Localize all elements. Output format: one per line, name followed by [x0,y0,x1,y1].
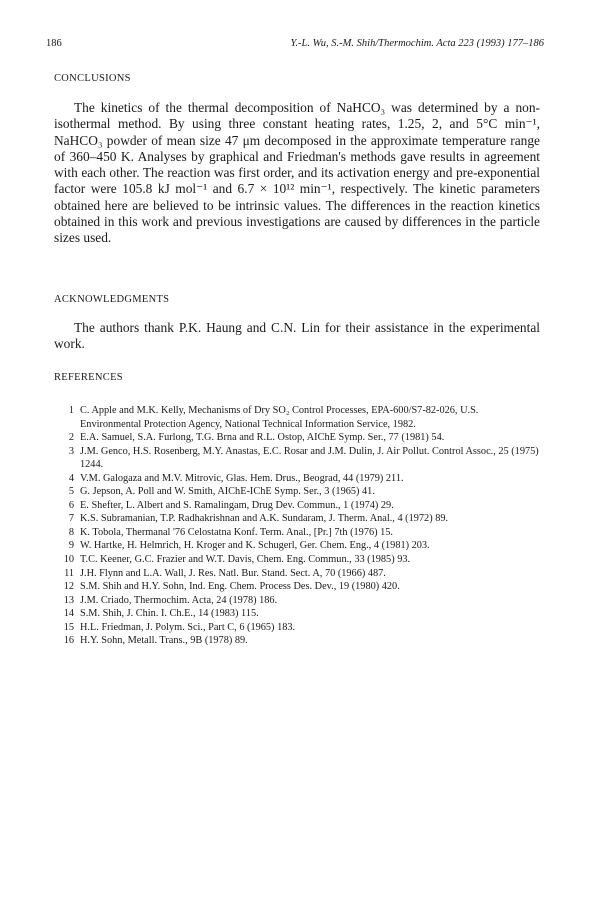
reference-number: 15 [63,621,74,633]
reference-item [54,621,540,635]
reference-list [54,404,540,648]
reference-text: C. Apple and M.K. Kelly, Mechanisms of Dry SO₂ Control Processes, EPA-600/S7-82-026, U.S. Environmental Protection Agency, National Technical Information Service, 1982. [80,405,479,430]
reference-item [54,594,540,608]
reference-text: K. Tobola, Thermanal '76 Celostatna Konf. Term. Anal., [Pr.] 7th (1976) 15. [80,526,393,538]
reference-number: 16 [63,635,74,647]
reference-item [54,485,540,499]
reference-number: 7 [68,513,74,525]
reference-number: 10 [63,554,74,566]
reference-item [54,634,540,648]
reference-number: 2 [68,432,74,444]
acknowledgments-paragraph: The authors thank P.K. Haung and C.N. Lin for their assistance in the experimental work. [54,320,540,352]
reference-number: 8 [68,526,74,538]
reference-number: 3 [68,445,74,457]
reference-number: 12 [63,581,74,593]
reference-item [54,567,540,581]
reference-number: 1 [68,405,74,416]
reference-item [54,472,540,486]
reference-text: J.M. Genco, H.S. Rosenberg, M.Y. Anastas, E.C. Rosar and J.M. Dulin, J. Air Pollut. Control Assoc., 25 (1975) 1244. [80,445,539,471]
reference-number: 13 [63,594,74,606]
page-header [46,38,544,49]
reference-text: T.C. Keener, G.C. Frazier and W.T. Davis, Chem. Eng. Commun., 33 (1985) 93. [80,554,411,566]
running-head: Y.-L. Wu, S.-M. Shih/Thermochim. Acta 223 (1993) 177–186 [290,38,544,49]
reference-item [54,539,540,553]
reference-text: V.M. Galogaza and M.V. Mitrovic, Glas. Hem. Drus., Beograd, 44 (1979) 211. [80,472,404,484]
reference-item [54,526,540,540]
reference-text: H.L. Friedman, J. Polym. Sci., Part C, 6 (1965) 183. [80,621,296,633]
reference-item [54,445,540,472]
reference-text: J.H. Flynn and L.A. Wall, J. Res. Natl. Bur. Stand. Sect. A, 70 (1966) 487. [80,567,386,579]
references-heading: REFERENCES [54,372,123,383]
conclusions-heading: CONCLUSIONS [54,73,131,84]
reference-number: 11 [64,567,74,579]
reference-text: H.Y. Sohn, Metall. Trans., 9B (1978) 89. [80,635,248,647]
reference-number: 6 [68,499,74,511]
reference-number: 14 [63,608,74,620]
reference-text: W. Hartke, H. Helmrich, H. Kroger and K. Schugerl, Ger. Chem. Eng., 4 (1981) 203. [80,540,430,552]
reference-text: S.M. Shih, J. Chin. I. Ch.E., 14 (1983) 115. [80,608,259,620]
reference-text: S.M. Shih and H.Y. Sohn, Ind. Eng. Chem. Process Des. Dev., 19 (1980) 420. [80,581,400,593]
reference-item [54,553,540,567]
reference-text: E. Shefter, L. Albert and S. Ramalingam, Drug Dev. Commun., 1 (1974) 29. [80,499,394,511]
page-number: 186 [46,38,62,49]
reference-text: G. Jepson, A. Poll and W. Smith, AIChE-IChE Symp. Ser., 3 (1965) 41. [80,486,375,498]
reference-item [54,404,540,431]
reference-item [54,431,540,445]
reference-text: J.M. Criado, Thermochim. Acta, 24 (1978) 186. [80,594,278,606]
conclusions-paragraph: The kinetics of the thermal decomposition of NaHCO₃ was determined by a non-isothermal method. By using three constant heating rates, 1.25, 2, and 5°C min⁻¹, NaHCO₃ powder of mean size 47 μm decomposed in the approximate temperature range of 360–450 K. Analyses by graphical and Friedman's methods gave results in agreement with each other. The reaction was first order, and its activation energy and pre-exponential factor were 105.8 kJ mol⁻¹ and 6.7 × 10¹² min⁻¹, respectively. The kinetic parameters obtained here are believed to be intrinsic values. The differences in the reaction kinetics obtained in this work and previous investigations are caused by differences in the particle sizes used. [54,100,540,246]
reference-item [54,499,540,513]
reference-item [54,580,540,594]
reference-number: 9 [68,540,74,552]
reference-text: K.S. Subramanian, T.P. Radhakrishnan and A.K. Sundaram, J. Therm. Anal., 4 (1972) 89. [80,513,449,525]
reference-item [54,607,540,621]
reference-number: 5 [68,486,74,498]
reference-item [54,512,540,526]
reference-number: 4 [68,472,74,484]
reference-text: E.A. Samuel, S.A. Furlong, T.G. Brna and R.L. Ostop, AIChE Symp. Ser., 77 (1981) 54. [80,432,445,444]
acknowledgments-heading: ACKNOWLEDGMENTS [54,294,170,305]
